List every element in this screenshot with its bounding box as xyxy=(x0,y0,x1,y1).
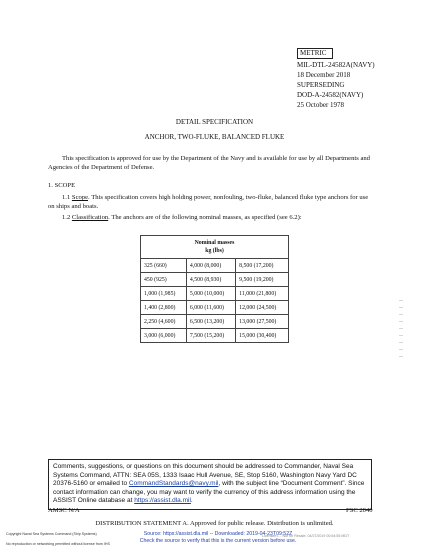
intro-paragraph: This specification is approved for use by the Department of the Navy and is available for use by all Departments and Agencies of the Department of Defense. xyxy=(48,155,370,171)
table-cell: 8,500 (17,200) xyxy=(236,259,289,273)
comments-text-3: . xyxy=(190,497,193,505)
table-cell: 15,000 (30,400) xyxy=(236,329,289,343)
table-cell: 6,000 (11,600) xyxy=(186,301,235,315)
table-cell: 7,500 (15,200) xyxy=(186,329,235,343)
table-cell: 13,000 (27,500) xyxy=(236,315,289,329)
table-cell: 9,500 (19,200) xyxy=(236,273,289,287)
assist-link[interactable]: https://assist.dla.mil xyxy=(134,497,191,505)
document-date: 18 December 2018 xyxy=(297,71,351,79)
table-cell: 11,000 (21,800) xyxy=(236,287,289,301)
comments-text-1: Comments, suggestions, or questions on this document should be addressed to Commander, Naval Sea Systems Command, ATTN: SEA 05S, 1333 Isaac Hull Avenue, SE, Stop 5160, Washington Navy Yard DC 20376-5160 or emailed to xyxy=(53,463,357,488)
table-row xyxy=(141,329,289,343)
fsc-label: FSC 2040 xyxy=(346,507,373,514)
section-1-2-title: Classification xyxy=(71,214,109,221)
table-header xyxy=(141,236,289,259)
title-line-2: ANCHOR, TWO-FLUKE, BALANCED FLUKE xyxy=(144,133,285,141)
scope-heading: 1. SCOPE xyxy=(48,182,76,189)
copyright-notice: Copyright Naval Sea Systems Command (Ship Systems) xyxy=(6,532,97,536)
nominal-masses-table xyxy=(140,235,289,343)
reproduction-notice: No reproduction or networking permitted without license from IHS xyxy=(6,542,110,546)
table-cell: 4,000 (8,000) xyxy=(186,259,235,273)
table-row xyxy=(141,287,289,301)
section-1-1-title: Scope xyxy=(71,194,89,201)
table-cell: 12,000 (24,500) xyxy=(236,301,289,315)
table-header-row xyxy=(141,236,289,259)
section-1-2 xyxy=(48,213,370,222)
document-designation: MIL-DTL-24582A(NAVY) xyxy=(297,61,375,69)
comments-box xyxy=(48,459,372,510)
amsc-label: AMSC N/A xyxy=(48,507,80,514)
table-cell: 3,000 (6,000) xyxy=(141,329,187,343)
table-cell: 1,400 (2,800) xyxy=(141,301,187,315)
metric-label: METRIC xyxy=(297,48,333,59)
section-1-1-number: 1.1 xyxy=(62,194,71,201)
side-watermark xyxy=(398,300,404,360)
table-cell: 325 (660) xyxy=(141,259,187,273)
section-1-1-text: . This specification covers high holding power, nonfouling, two-fluke, balanced fluke type anchors for use on ships and boats. xyxy=(48,194,369,210)
source-line: Source: https://assist.dla.mil -- Downloaded: 2019-04-23T09:52Z xyxy=(143,531,293,537)
table-cell: 5,000 (10,000) xyxy=(186,287,235,301)
section-1-2-number: 1.2 xyxy=(62,214,71,221)
table-cell: 6,500 (13,200) xyxy=(186,315,235,329)
superseded-date: 25 October 1978 xyxy=(297,101,345,109)
title-line-1: DETAIL SPECIFICATION xyxy=(175,118,254,126)
table-header-line-2: kg (lbs) xyxy=(205,248,224,254)
section-1-2-text: . The anchors are of the following nominal masses, as specified (see 6.2): xyxy=(108,214,302,221)
table-row xyxy=(141,315,289,329)
table-row xyxy=(141,273,289,287)
check-source-line: Check the source to verify that this is the current version before use. xyxy=(139,538,297,544)
table-cell: 4,500 (8,930) xyxy=(186,273,235,287)
license-stamp: Licensee=... Not for Resale, 04/27/2019 00:54:55 MDT xyxy=(262,534,350,538)
table-cell: 1,000 (1,985) xyxy=(141,287,187,301)
section-1-1 xyxy=(48,193,370,211)
document-header xyxy=(297,48,375,110)
comments-text-2: , with the subject line “Document Comment”. Since contact information can change, you may want to verify the currency of this address information using the ASSIST Online database at xyxy=(53,480,365,505)
email-link[interactable]: CommandStandards@navy.mil xyxy=(128,480,219,488)
table-row xyxy=(141,259,289,273)
superseded-designation: DOD-A-24582(NAVY) xyxy=(297,91,364,99)
table-cell: 2,250 (4,600) xyxy=(141,315,187,329)
table-row xyxy=(141,301,289,315)
table-header-line-1: Nominal masses xyxy=(194,240,235,246)
superseding-label: SUPERSEDING xyxy=(297,81,345,89)
table-cell: 450 (925) xyxy=(141,273,187,287)
distribution-statement: DISTRIBUTION STATEMENT A. Approved for public release. Distribution is unlimited. xyxy=(95,520,334,527)
